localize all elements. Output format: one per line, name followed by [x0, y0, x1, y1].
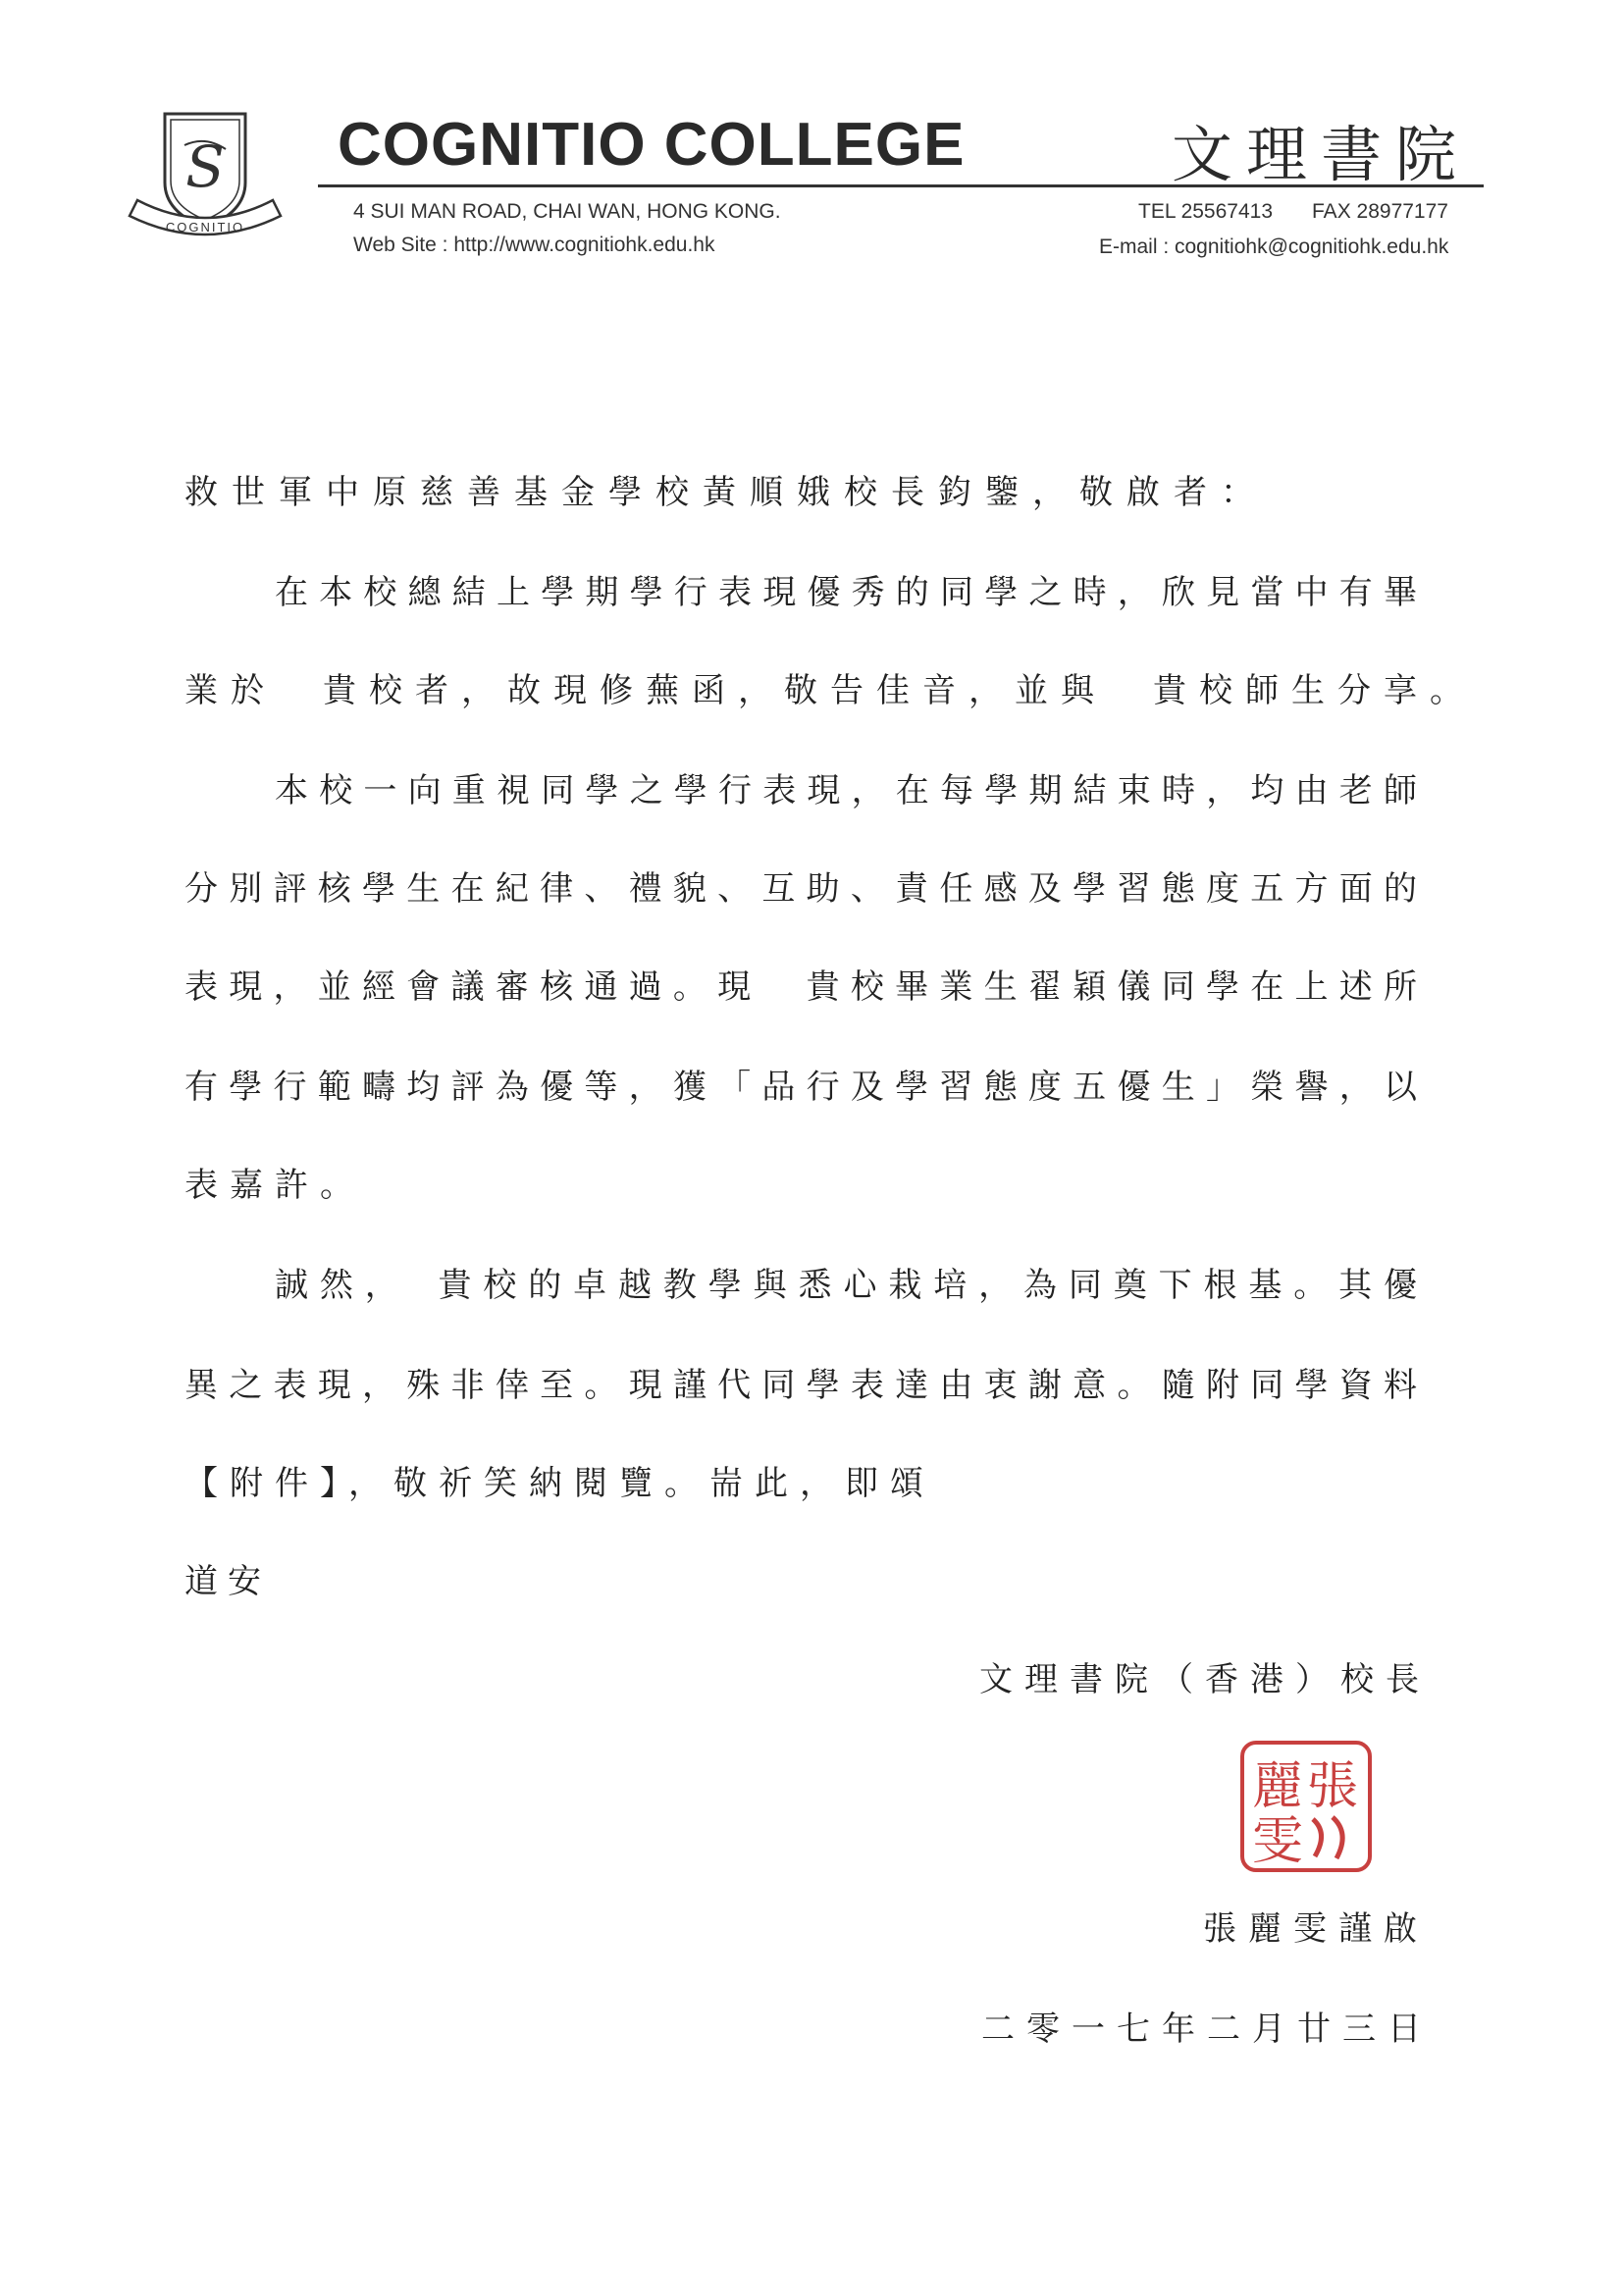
paragraph-line: 業於 貴校者，故現修蕪函，敬告佳音，並與 貴校師生分享。	[184, 671, 1476, 710]
svg-text:雯: 雯	[1251, 1812, 1304, 1871]
svg-text:麗: 麗	[1251, 1757, 1304, 1816]
paragraph-line: 表現，並經會議審核通過。現 貴校畢業生翟穎儀同學在上述所	[184, 967, 1417, 1007]
school-name-chinese: 文理書院	[1172, 119, 1471, 190]
letter-date: 二零一七年二月廿三日	[981, 2009, 1433, 2049]
svg-text:COGNITIO: COGNITIO	[165, 220, 245, 235]
signature-name: 張麗雯謹啟	[1203, 1909, 1429, 1949]
letterhead-divider	[318, 184, 1484, 187]
red-seal-stamp	[1234, 1735, 1378, 1878]
paragraph-line: 表嘉許。	[184, 1166, 365, 1205]
closing-greeting: 道安	[184, 1562, 271, 1601]
school-address: 4 SUI MAN ROAD, CHAI WAN, HONG KONG.	[353, 200, 781, 223]
paragraph-line: 有學行範疇均評為優等，獲「品行及學習態度五優生」榮譽，以	[184, 1068, 1417, 1107]
school-email: E-mail : cognitiohk@cognitiohk.edu.hk	[1099, 235, 1449, 258]
school-website: Web Site : http://www.cognitiohk.edu.hk	[353, 234, 715, 256]
telephone-number: TEL 25567413	[1138, 200, 1274, 223]
fax-number: FAX 28977177	[1312, 200, 1448, 223]
tel-fax-line	[1138, 200, 1448, 224]
paragraph-line: 在本校總結上學期學行表現優秀的同學之時，欣見當中有畢	[275, 573, 1417, 612]
paragraph-line: 【附件】，敬祈笑納閱覽。耑此，即頌	[184, 1464, 935, 1503]
svg-text:張: 張	[1306, 1757, 1359, 1816]
paragraph-line: 本校一向重視同學之學行表現，在每學期結束時，均由老師	[275, 771, 1417, 810]
paragraph-line: 異之表現，殊非倖至。現謹代同學表達由衷謝意。隨附同學資料	[184, 1366, 1417, 1405]
salutation: 救世軍中原慈善基金學校黃順娥校長鈞鑒，敬啟者：	[184, 473, 1268, 512]
svg-text:S: S	[185, 133, 225, 200]
paragraph-line: 誠然， 貴校的卓越教學與悉心栽培，為同奠下根基。其優	[275, 1266, 1417, 1305]
signature-title: 文理書院（香港）校長	[979, 1660, 1431, 1699]
school-name-english: COGNITIO COLLEGE	[338, 111, 966, 179]
paragraph-line: 分別評核學生在紀律、禮貌、互助、責任感及學習態度五方面的	[184, 869, 1417, 909]
school-crest-logo	[126, 106, 285, 251]
